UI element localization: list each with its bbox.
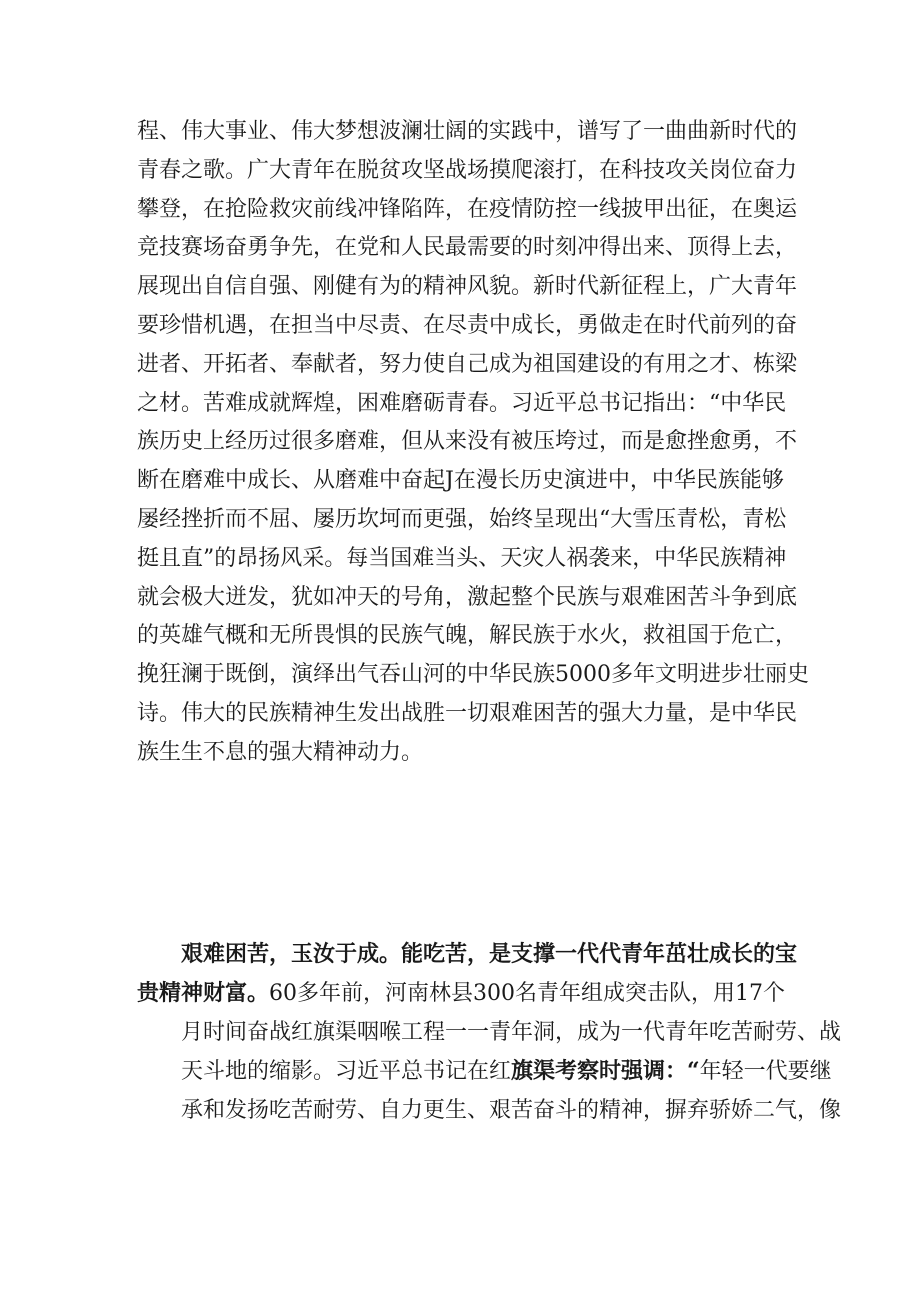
text-line: 就会极大迸发，犹如冲天的号角，激起整个民族与艰难困苦斗争到底 — [137, 584, 798, 610]
text-line: 程、伟大事业、伟大梦想波澜壮阔的实践中，谱写了一曲曲新时代的 — [137, 119, 798, 144]
bold-text-run: 旗渠考察时强调：“ — [511, 1058, 700, 1085]
text-line: 屡经挫折而不屈、屡历坎坷而更强，始终呈现出“大雪压青松，青松 — [137, 506, 787, 532]
bold-lead-text: 贵精神财富。 — [137, 979, 270, 1006]
text-line: 要珍惜机遇，在担当中尽责、在尽责中成长，勇做走在时代前列的奋 — [137, 312, 798, 338]
text-line: 的英雄气概和无所畏惧的民族气魄，解民族于水火，救祖国于危亡， — [137, 623, 798, 649]
text-line: 进者、开拓者、奉献者，努力使自己成为祖国建设的有用之才、栋梁 — [137, 351, 798, 377]
text-line: 承和发扬吃苦耐劳、自力更生、艰苦奋斗的精神，摒弃骄娇二气，像 — [181, 1098, 842, 1124]
text-line: 断在磨难中成长、从磨难中奋起J在漫长历史演进中，中华民族能够 — [137, 468, 784, 494]
text-line — [137, 1052, 832, 1092]
text-line: 月时间奋战红旗渠咽喉工程一一青年洞，成为一代青年吃苦耐劳、战 — [181, 1019, 842, 1045]
text-line: 青春之歌。广大青年在脱贫攻坚战场摸爬滚打，在科技攻关岗位奋力 — [137, 157, 798, 183]
text-line: 挽狂澜于既倒，演绎出气吞山河的中华民族5000多年文明进步壮丽史 — [137, 662, 809, 688]
text-line: 族历史上经历过很多磨难，但从来没有被压垮过，而是愈挫愈勇，不 — [137, 429, 798, 455]
text-line: 竞技赛场奋勇争先，在党和人民最需要的时刻冲得出来、顶得上去， — [137, 235, 798, 261]
text-line: 诗。伟大的民族精神生发出战胜一切艰难困苦的强大力量，是中华民 — [137, 700, 798, 726]
text-line: 展现出自信自强、刚健有为的精神风貌。新时代新征程上，广大青年 — [137, 274, 798, 300]
text-line: 攀登，在抢险救灾前线冲锋陷阵，在疫情防控一线披甲出征，在奥运 — [137, 196, 798, 222]
text-line — [137, 974, 797, 1014]
text-run: 年轻一代要继 — [699, 1059, 832, 1085]
text-line: 族生生不息的强大精神动力。 — [137, 739, 424, 765]
text-run: 60多年前，河南林县300名青年组成突击队，用17个 — [269, 980, 785, 1006]
bold-lead-text: 艰难困苦，玉汝于成。能吃苦，是支撑一代代青年茁壮成长的宝 — [181, 941, 798, 967]
text-run: 天斗地的缩影。习近平总书记在红 — [181, 1059, 512, 1085]
paragraph-1 — [137, 113, 809, 773]
paragraph-2 — [137, 935, 842, 1131]
text-line: 之材。苦难成就辉煌，困难磨砺青春。习近平总书记指出：“中华民 — [137, 390, 787, 416]
text-line: 挺且直”的昂扬风采。每当国难当头、天灾人祸袭来，中华民族精神 — [137, 545, 787, 571]
